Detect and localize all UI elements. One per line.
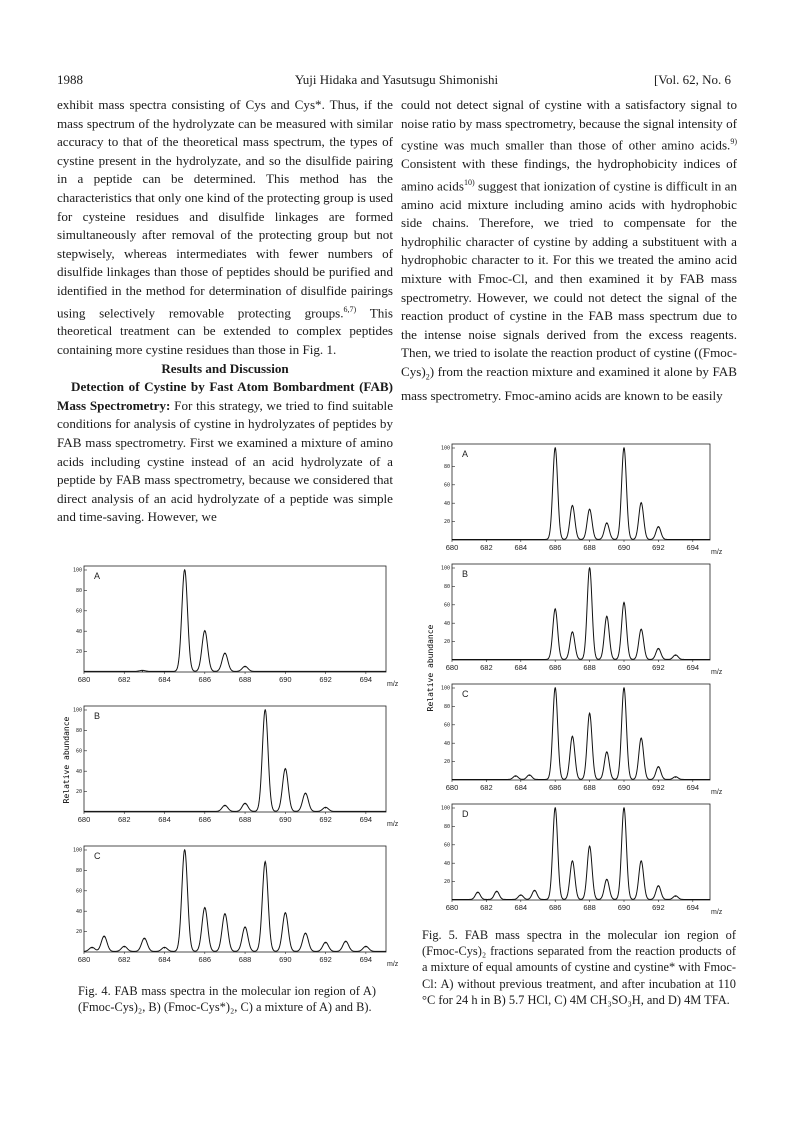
- x-tick-label: 688: [583, 663, 596, 672]
- x-tick-label: 684: [514, 903, 528, 912]
- x-tick-label: 692: [652, 903, 665, 912]
- x-tick-label: 680: [77, 815, 91, 824]
- panel-label: B: [94, 711, 101, 721]
- peak-A-687: [572, 505, 573, 506]
- y-tick-label: 60: [443, 842, 450, 849]
- x-axis-unit: m/z: [711, 789, 723, 796]
- peak-B-687: [224, 805, 225, 806]
- x-tick-label: 694: [359, 675, 373, 684]
- peak-A-685: [184, 569, 185, 570]
- peak-A-691: [641, 503, 642, 504]
- x-tick-label: 682: [480, 783, 493, 792]
- y-tick-label: 20: [443, 879, 450, 886]
- peak-C-689: [265, 862, 266, 863]
- peak-C-693: [345, 941, 346, 942]
- y-tick-label: 100: [440, 685, 450, 692]
- peak-C-686: [204, 908, 205, 909]
- peak-A-686: [204, 631, 205, 632]
- panel-label: C: [94, 851, 101, 861]
- peak-C-688: [244, 927, 245, 928]
- panel-label: A: [462, 449, 469, 459]
- peak-D-688: [589, 846, 590, 847]
- peak-D-681.5: [477, 892, 478, 893]
- x-tick-label: 694: [686, 543, 700, 552]
- peak-D-691: [641, 861, 642, 862]
- x-tick-label: 694: [359, 955, 373, 964]
- x-tick-label: 686: [198, 955, 212, 964]
- spectrum-trace: [452, 808, 710, 899]
- plot-frame: [452, 684, 710, 780]
- x-tick-label: 686: [198, 675, 212, 684]
- y-tick-label: 60: [443, 482, 450, 489]
- figure-4-chart: [60, 560, 400, 980]
- x-tick-label: 684: [158, 675, 171, 684]
- x-tick-label: 692: [319, 955, 332, 964]
- y-tick-label: 40: [443, 620, 450, 627]
- x-tick-label: 688: [238, 815, 252, 824]
- x-tick-label: 688: [583, 783, 596, 792]
- peak-D-684: [520, 895, 521, 896]
- y-tick-label: 20: [75, 649, 82, 656]
- y-tick-label: 40: [443, 740, 450, 747]
- peak-C-692: [658, 767, 659, 768]
- y-tick-label: 80: [443, 704, 450, 710]
- y-tick-label: 80: [75, 868, 82, 874]
- peak-B-690: [285, 769, 286, 770]
- x-tick-label: 692: [652, 663, 665, 672]
- plot-frame: [84, 566, 386, 672]
- peak-C-682: [124, 946, 125, 947]
- x-tick-label: 688: [583, 543, 596, 552]
- x-axis-unit: m/z: [711, 909, 723, 916]
- y-tick-label: 80: [443, 464, 450, 470]
- y-tick-label: 20: [443, 639, 450, 646]
- y-tick-label: 100: [440, 805, 450, 812]
- y-tick-label: 80: [75, 588, 82, 594]
- paragraph-text: suggest that ionization of cystine is difficult in an amino acid mixture including amino acids with hydrophobic side chains. Therefore, we tried to compensate for the hydrophilic character of cystine by adding a substituent with a hydrophobic character to it. For this we treated the amino acid mixture with Fmoc-Cl, and then examined it by FAB mass spectrometry. However, we could not detect the signal of the reaction product of cystine in the FAB mass spectrum due to the intense noise signals derived from the excess reagents. Then, we tried to isolate the reaction product of cystine ((Fmoc-Cys): [401, 178, 737, 380]
- x-tick-label: 680: [445, 663, 459, 672]
- y-tick-label: 100: [440, 445, 450, 452]
- page-number: 1988: [57, 72, 83, 87]
- x-tick-label: 680: [77, 675, 91, 684]
- x-tick-label: 688: [238, 675, 252, 684]
- spectrum-panel-A: [73, 566, 399, 688]
- peak-B-689: [265, 709, 266, 710]
- peak-D-682.6: [496, 891, 497, 892]
- spectrum-trace: [452, 568, 710, 659]
- y-tick-label: 100: [440, 565, 450, 572]
- x-axis-unit: m/z: [711, 549, 723, 556]
- x-tick-label: 684: [158, 815, 171, 824]
- panel-label: A: [94, 571, 101, 581]
- peak-C-689: [606, 752, 607, 753]
- y-tick-label: 40: [75, 768, 82, 775]
- y-tick-label: 80: [443, 584, 450, 590]
- peak-C-687: [224, 914, 225, 915]
- y-tick-label: 80: [75, 728, 82, 734]
- peak-B-692: [325, 807, 326, 808]
- spectrum-panel-A: [441, 444, 723, 556]
- peak-C-680.4: [91, 947, 92, 948]
- x-axis-unit: m/z: [387, 681, 399, 688]
- y-axis-label: Relative abundance: [62, 716, 71, 804]
- paragraph: [57, 96, 393, 360]
- peak-D-684.8: [534, 890, 535, 891]
- paragraph: [57, 378, 393, 527]
- peak-A-689: [606, 523, 607, 524]
- paragraph-text: exhibit mass spectra consisting of Cys and Cys*. Thus, if the mass spectrum of the hydrolyzate can be measured with similar accuracy to that of the theoretical mass spectrum, the types of cystine present in the hydrolyzate, and so the disulfide pairing in a peptide can be determined. This method has the characteristics that only one kind of the protecting group is used for cysteine residues and disulfide linkages are formed simultaneously after removal of the protecting group but not stepwisely, whereas intermediates with fewer numbers of disulfide linkages than those of peptides should be purified and identified in the method for determination of disulfide pairings using selectively removable protecting groups.: [57, 97, 393, 320]
- paragraph-text: could not detect signal of cystine with a satisfactory signal to noise ratio by mass spectrometry, because the signal intensity of cystine was much smaller than those of other amino acids.: [401, 97, 737, 153]
- y-tick-label: 20: [75, 929, 82, 936]
- x-tick-label: 690: [617, 903, 631, 912]
- x-tick-label: 690: [617, 783, 631, 792]
- peak-D-686: [555, 807, 556, 808]
- peak-C-686: [555, 687, 556, 688]
- y-tick-label: 20: [75, 789, 82, 796]
- x-tick-label: 690: [279, 675, 292, 684]
- peak-C-693: [675, 777, 676, 778]
- reference: 9): [730, 137, 737, 147]
- peak-C-685: [184, 849, 185, 850]
- peak-A-692: [658, 527, 659, 528]
- x-tick-label: 682: [480, 663, 493, 672]
- peak-D-693: [675, 896, 676, 897]
- y-tick-label: 60: [443, 602, 450, 609]
- x-tick-label: 690: [279, 955, 292, 964]
- x-tick-label: 682: [118, 815, 131, 824]
- paragraph-text: This theoretical treatment can be extended to complex peptides containing more cystine residues than those in Fig. 1.: [57, 304, 393, 358]
- subheading: Detection of Cystine by Fast Atom Bombardment (FAB) Mass Spectrometry:: [57, 379, 393, 413]
- x-tick-label: 694: [686, 903, 700, 912]
- x-axis-unit: m/z: [387, 961, 399, 968]
- peak-D-692: [658, 886, 659, 887]
- x-tick-label: 684: [514, 783, 528, 792]
- paragraph-text: Consistent with these findings, the hydrophobicity indices of amino acids: [401, 156, 737, 194]
- x-tick-label: 682: [118, 955, 131, 964]
- reference: 6,7): [343, 304, 357, 314]
- x-tick-label: 690: [617, 543, 631, 552]
- panel-label: C: [462, 689, 469, 699]
- y-axis-label: Relative abundance: [426, 624, 435, 712]
- figure-5-chart: [418, 440, 738, 920]
- volume-label: [Vol. 62, No. 6: [653, 72, 731, 87]
- peak-C-683.7: [515, 776, 516, 777]
- x-tick-label: 694: [686, 663, 700, 672]
- peak-B-688: [589, 567, 590, 568]
- peak-C-691: [305, 933, 306, 934]
- x-tick-label: 682: [480, 543, 493, 552]
- paragraph: [401, 96, 737, 406]
- plot-frame: [84, 706, 386, 812]
- x-tick-label: 680: [445, 903, 459, 912]
- peak-C-683: [144, 938, 145, 939]
- y-tick-label: 40: [75, 628, 82, 635]
- x-tick-label: 692: [319, 815, 332, 824]
- y-tick-label: 40: [75, 908, 82, 915]
- running-head-text: Yuji Hidaka and Yasutsugu Shimonishi: [294, 72, 499, 87]
- paragraph-text: ) from the reaction mixture and examined it alone by FAB mass spectrometry. Fmoc-amino acids are known to be easily: [401, 364, 737, 404]
- x-tick-label: 686: [548, 543, 562, 552]
- x-tick-label: 682: [480, 903, 493, 912]
- peak-B-686: [555, 609, 556, 610]
- x-tick-label: 692: [319, 675, 332, 684]
- x-tick-label: 680: [445, 783, 459, 792]
- x-tick-label: 694: [359, 815, 373, 824]
- y-tick-label: 60: [75, 748, 82, 755]
- peak-C-690: [285, 913, 286, 914]
- spectrum-trace: [452, 688, 710, 779]
- peak-C-692: [325, 942, 326, 943]
- x-tick-label: 688: [238, 955, 252, 964]
- x-axis-unit: m/z: [711, 669, 723, 676]
- peak-C-688: [589, 713, 590, 714]
- peak-B-691: [305, 793, 306, 794]
- plot-frame: [452, 564, 710, 660]
- x-tick-label: 686: [198, 815, 212, 824]
- y-tick-label: 20: [443, 519, 450, 526]
- reference: 10): [463, 177, 475, 187]
- peak-B-692: [658, 648, 659, 649]
- peak-A-687: [224, 653, 225, 654]
- plot-frame: [84, 846, 386, 952]
- y-tick-label: 40: [443, 500, 450, 507]
- spectrum-trace: [452, 448, 710, 539]
- x-tick-label: 686: [548, 783, 562, 792]
- y-tick-label: 20: [443, 759, 450, 766]
- plot-frame: [452, 804, 710, 900]
- x-tick-label: 684: [514, 663, 528, 672]
- peak-D-690: [623, 807, 624, 808]
- x-tick-label: 686: [548, 663, 562, 672]
- peak-B-693: [675, 655, 676, 656]
- peak-B-687: [572, 632, 573, 633]
- subscript: 2: [425, 372, 430, 382]
- spectrum-panel-C: [73, 846, 399, 968]
- x-tick-label: 694: [686, 783, 700, 792]
- peak-C-694: [365, 946, 366, 947]
- peak-B-690: [623, 602, 624, 603]
- x-tick-label: 682: [118, 675, 131, 684]
- y-tick-label: 60: [443, 722, 450, 729]
- figure-5: [418, 440, 738, 920]
- x-tick-label: 690: [279, 815, 292, 824]
- figure-5-caption: Fig. 5. FAB mass spectra in the molecular ion region of (Fmoc-Cys)₂ fractions separated from the reaction products of a mixture of equal amounts of cystine and cystine* with Fmoc-Cl: A) without previous treatment, and after incubation at 110 °C for 24 h in B) 5.7 HCl, C) 4M CH₃SO₃H, and D) 4M TFA.: [422, 928, 736, 1007]
- panel-label: B: [462, 569, 469, 579]
- x-tick-label: 690: [617, 663, 631, 672]
- peak-C-684.5: [529, 775, 530, 776]
- y-tick-label: 60: [75, 608, 82, 615]
- peak-C-681: [104, 936, 105, 937]
- peak-A-686: [555, 447, 556, 448]
- x-axis-unit: m/z: [387, 821, 399, 828]
- spectrum-panel-C: [441, 684, 723, 796]
- spectrum-trace: [84, 850, 386, 951]
- right-column: [401, 96, 737, 406]
- spectrum-panel-D: [441, 804, 723, 916]
- x-tick-label: 684: [514, 543, 528, 552]
- y-tick-label: 80: [443, 824, 450, 830]
- x-tick-label: 680: [77, 955, 91, 964]
- x-tick-label: 680: [445, 543, 459, 552]
- spectrum-panel-B: [73, 706, 399, 828]
- peak-C-691: [641, 738, 642, 739]
- spectrum-trace: [84, 570, 386, 671]
- peak-D-689: [606, 879, 607, 880]
- x-tick-label: 692: [652, 783, 665, 792]
- peak-C-690: [623, 687, 624, 688]
- peak-D-687: [572, 861, 573, 862]
- peak-A-690: [623, 447, 624, 448]
- spectrum-panel-B: [441, 564, 723, 676]
- x-tick-label: 688: [583, 903, 596, 912]
- section-title: Results and Discussion: [161, 360, 289, 376]
- x-tick-label: 692: [652, 543, 665, 552]
- y-tick-label: 100: [72, 567, 82, 574]
- y-tick-label: 40: [443, 860, 450, 867]
- paragraph-text: For this strategy, we tried to find suitable conditions for analysis of cystine in hydrolyzates of peptides by FAB mass spectrometry. First we examined a mixture of amino acids including cystine instead of an acid hydrolyzate of a peptide by FAB mass spectrometry, because we considered that direct analysis of an acid hydrolyzate of a peptide was simple and time-saving. However, we: [57, 397, 394, 525]
- plot-frame: [452, 444, 710, 540]
- peak-B-688: [244, 803, 245, 804]
- panel-label: D: [462, 809, 469, 819]
- figure-4-caption: Fig. 4. FAB mass spectra in the molecular ion region of A) (Fmoc-Cys)₂, B) (Fmoc-Cys*)₂, C) a mixture of A) and B).: [78, 984, 376, 1015]
- peak-A-688: [589, 509, 590, 510]
- figure-4: [60, 560, 400, 980]
- peak-C-687: [572, 736, 573, 737]
- y-tick-label: 60: [75, 888, 82, 895]
- spectrum-trace: [84, 710, 386, 811]
- peak-A-682.9: [142, 670, 143, 671]
- y-tick-label: 100: [72, 707, 82, 714]
- x-tick-label: 684: [158, 955, 171, 964]
- y-tick-label: 100: [72, 847, 82, 854]
- peak-A-688: [244, 666, 245, 667]
- peak-B-691: [641, 629, 642, 630]
- peak-C-684: [164, 947, 165, 948]
- left-column: [57, 96, 393, 527]
- x-tick-label: 686: [548, 903, 562, 912]
- peak-B-689: [606, 616, 607, 617]
